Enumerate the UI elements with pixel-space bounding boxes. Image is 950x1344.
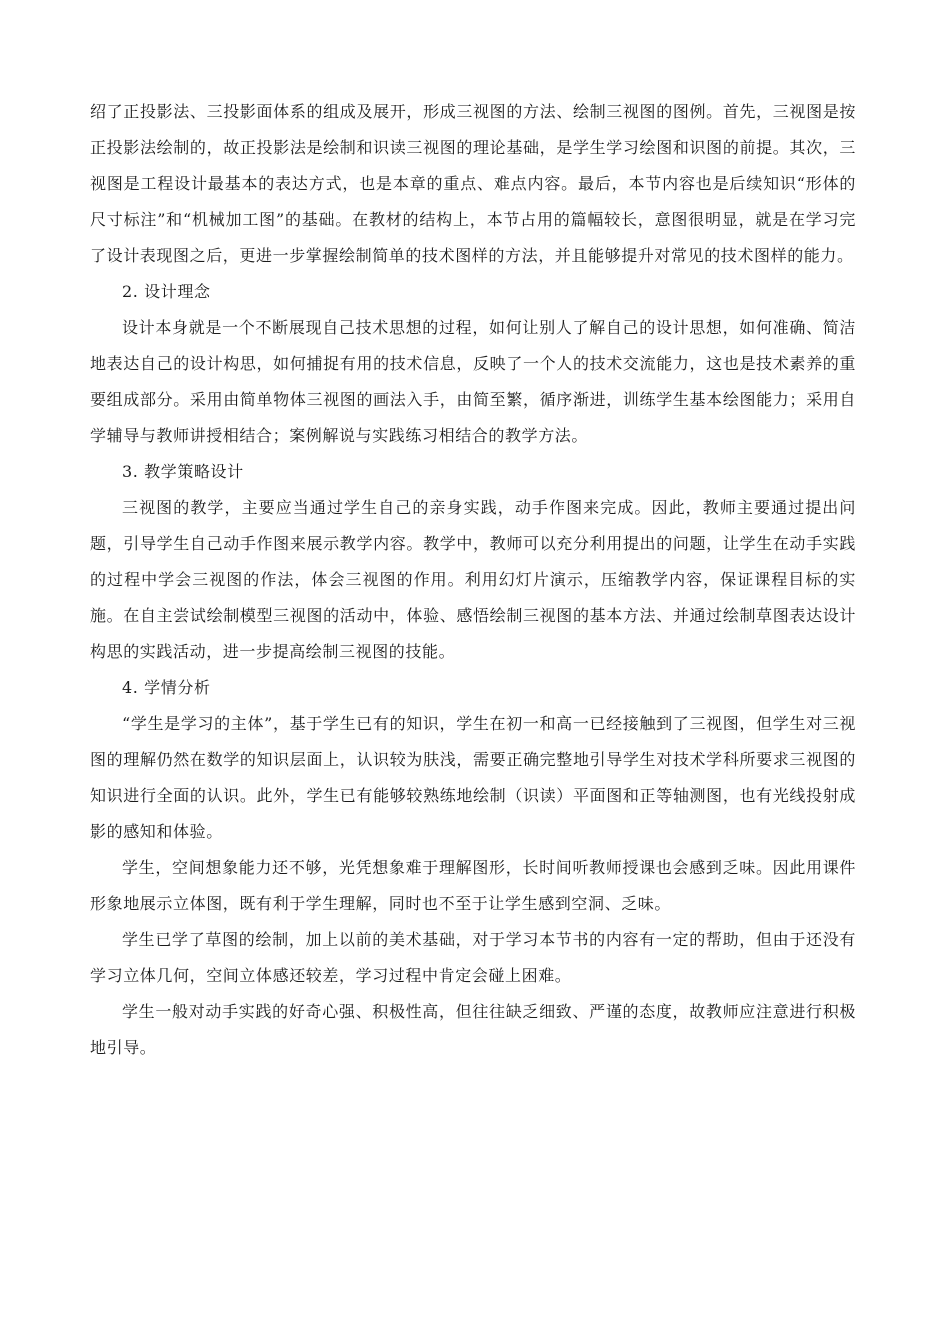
teaching-strategy-paragraph: 三视图的教学，主要应当通过学生自己的亲身实践，动手作图来完成。因此，教师主要通过提出问题，引导学生自己动手作图来展示教学内容。教学中，教师可以充分利用提出的问题，让学生在动手实践的过程中学会三视图的作法，体会三视图的作用。利用幻灯片演示，压缩教学内容，保证课程目标的实施。在自主尝试绘制模型三视图的活动中，体验、感悟绘制三视图的基本方法、并通过绘制草图表达设计构思的实践活动，进一步提高绘制三视图的技能。 [90,498,856,661]
design-concept-paragraph: 设计本身就是一个不断展现自己技术思想的过程，如何让别人了解自己的设计思想，如何准确、简洁地表达自己的设计构思，如何捕捉有用的技术信息，反映了一个人的技术交流能力，这也是技术素养的重要组成部分。采用由简单物体三视图的画法入手，由简至繁，循序渐进，训练学生基本绘图能力；采用自学辅导与教师讲授相结合；案例解说与实践练习相结合的教学方法。 [90,318,856,445]
teaching-strategy-heading: 3. 教学策略设计 [122,462,244,481]
design-concept-heading: 2. 设计理念 [122,282,211,301]
intro-paragraph: 绍了正投影法、三投影面体系的组成及展开，形成三视图的方法、绘制三视图的图例。首先，三视图是按正投影法绘制的，故正投影法是绘制和识读三视图的理论基础，是学生学习绘图和识图的前提。其次，三视图是工程设计最基本的表达方式，也是本章的重点、难点内容。最后，本节内容也是后续知识“形体的尺寸标注”和“机械加工图”的基础。在教材的结构上，本节占用的篇幅较长，意图很明显，就是在学习完了设计表现图之后，更进一步掌握绘制简单的技术图样的方法，并且能够提升对常见的技术图样的能力。 [90,102,856,265]
document-body [90,94,856,1066]
learner-analysis-heading: 4. 学情分析 [122,678,211,697]
learner-analysis-paragraph-4: 学生一般对动手实践的好奇心强、积极性高，但往往缺乏细致、严谨的态度，故教师应注意进行积极地引导。 [90,1002,856,1057]
learner-analysis-paragraph-3: 学生已学了草图的绘制，加上以前的美术基础，对于学习本节书的内容有一定的帮助，但由于还没有学习立体几何，空间立体感还较差，学习过程中肯定会碰上困难。 [90,930,856,985]
learner-analysis-paragraph-2: 学生，空间想象能力还不够，光凭想象难于理解图形，长时间听教师授课也会感到乏味。因此用课件形象地展示立体图，既有利于学生理解，同时也不至于让学生感到空洞、乏味。 [90,858,856,913]
learner-analysis-paragraph-1: “学生是学习的主体”，基于学生已有的知识，学生在初一和高一已经接触到了三视图，但学生对三视图的理解仍然在数学的知识层面上，认识较为肤浅，需要正确完整地引导学生对技术学科所要求三视图的知识进行全面的认识。此外，学生已有能够较熟练地绘制（识读）平面图和正等轴测图，也有光线投射成影的感知和体验。 [90,714,856,841]
